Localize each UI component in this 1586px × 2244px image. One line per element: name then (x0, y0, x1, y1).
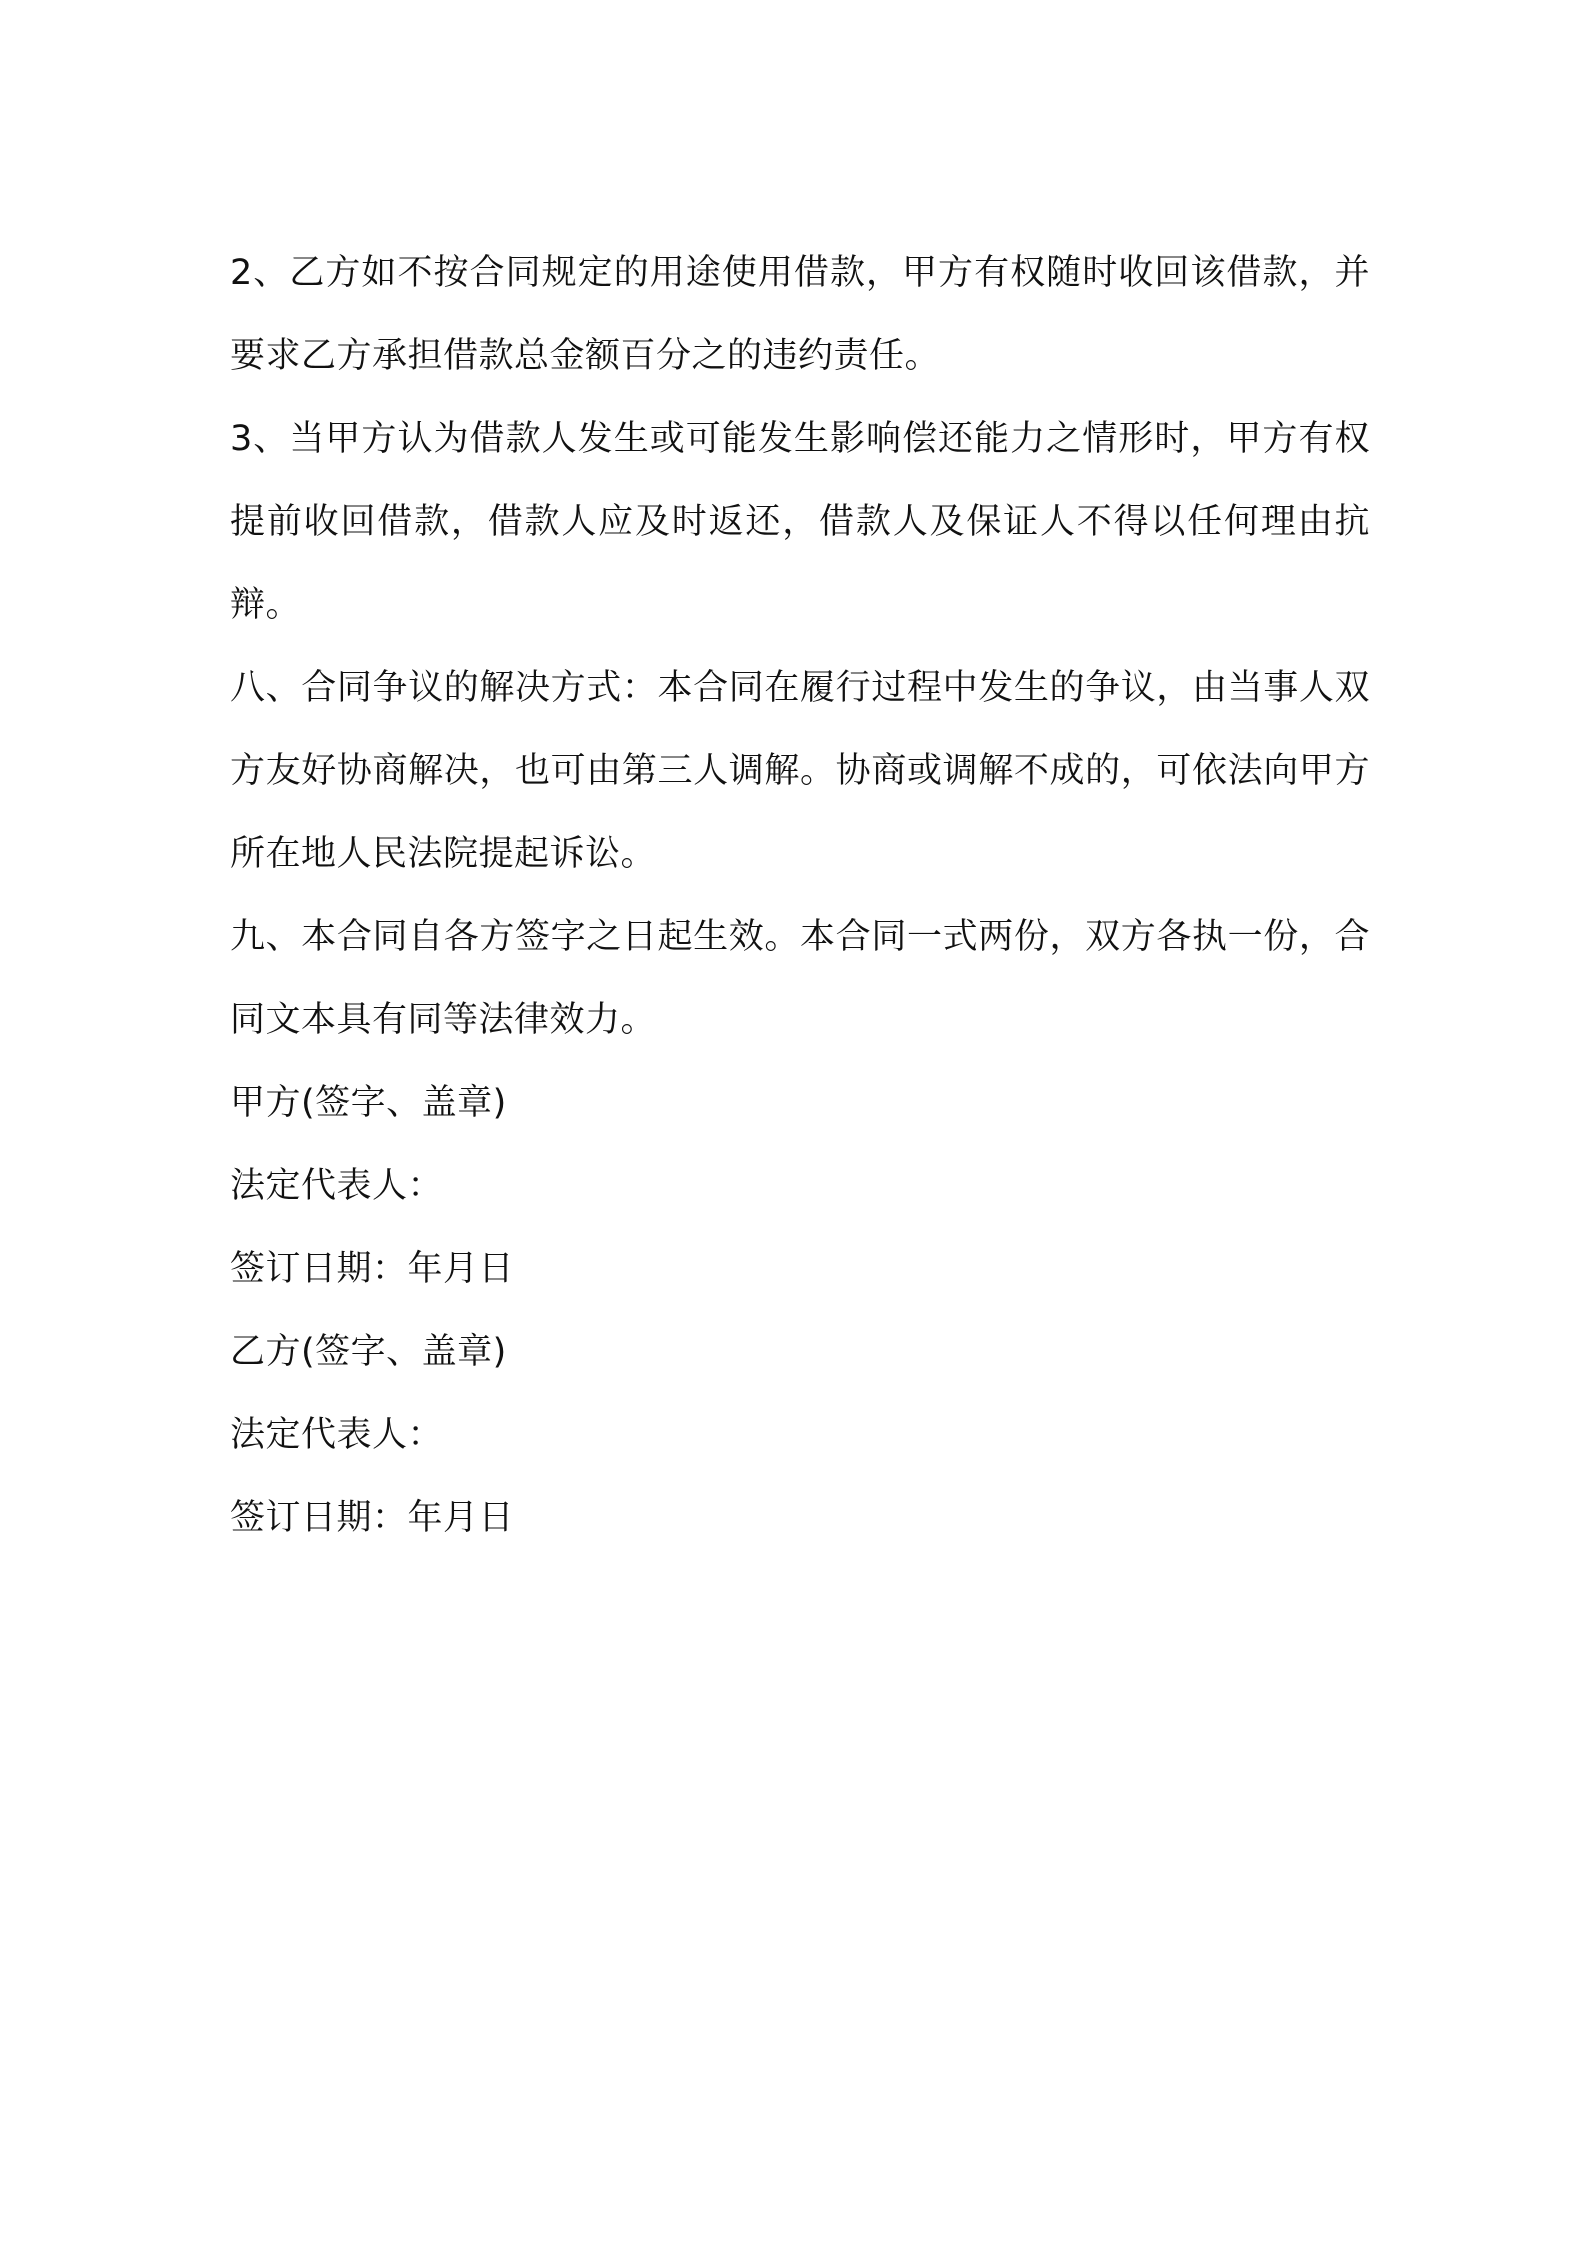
clause-2-paragraph: 2、乙方如不按合同规定的用途使用借款，甲方有权随时收回该借款，并要求乙方承担借款总金额百分之的违约责任。 (230, 253, 1370, 376)
party-a-date: 签订日期：年月日 (230, 1249, 515, 1289)
clause-3-paragraph: 3、当甲方认为借款人发生或可能发生影响偿还能力之情形时，甲方有权提前收回借款，借款人应及时返还，借款人及保证人不得以任何理由抗辩。 (230, 419, 1370, 625)
party-b-date: 签订日期：年月日 (230, 1498, 515, 1538)
party-b-signature-block (230, 1311, 1370, 1560)
party-a-representative: 法定代表人： (230, 1166, 444, 1206)
party-a-signature-block (230, 1062, 1370, 1311)
party-a-label: 甲方(签字、盖章) (230, 1083, 507, 1123)
party-b-label: 乙方(签字、盖章) (230, 1332, 507, 1372)
document-body (230, 232, 1370, 1560)
dispute-resolution-paragraph: 八、合同争议的解决方式：本合同在履行过程中发生的争议，由当事人双方友好协商解决，也可由第三人调解。协商或调解不成的，可依法向甲方所在地人民法院提起诉讼。 (230, 668, 1370, 874)
effectiveness-paragraph: 九、本合同自各方签字之日起生效。本合同一式两份，双方各执一份，合同文本具有同等法律效力。 (230, 917, 1370, 1040)
party-b-representative: 法定代表人： (230, 1415, 444, 1455)
